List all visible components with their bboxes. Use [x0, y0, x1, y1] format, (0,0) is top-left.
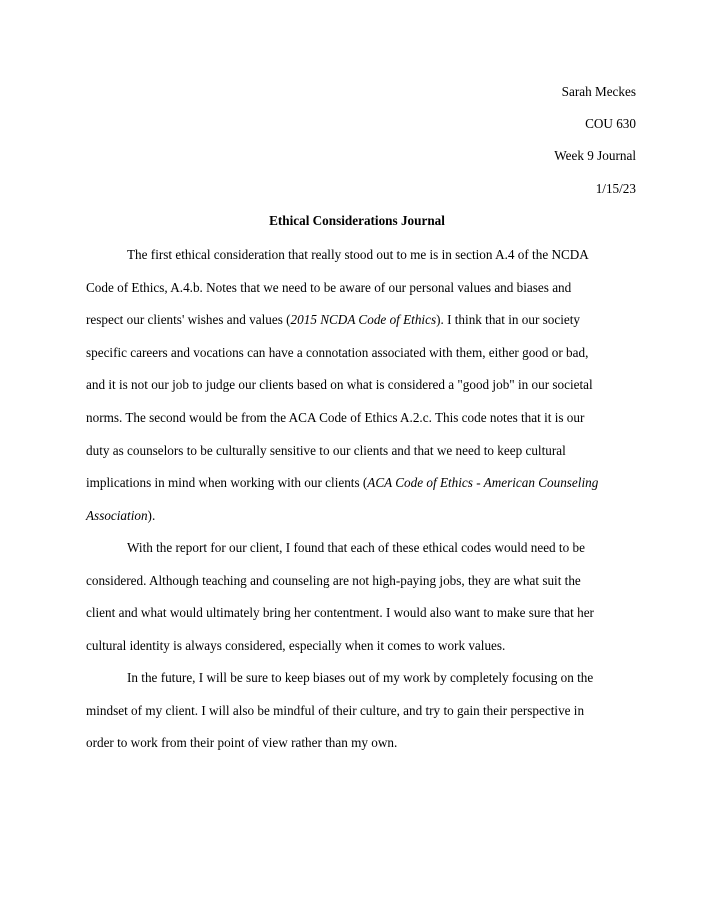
- author-name: Sarah Meckes: [561, 84, 636, 99]
- paragraph-3: [86, 662, 638, 760]
- paragraph-line: In the future, I will be sure to keep biases out of my work by completely focusing on the: [127, 670, 594, 685]
- text-segment: ).: [147, 507, 156, 523]
- paragraph-line: considered. Although teaching and counseling are not high-paying jobs, they are what suit the: [86, 572, 581, 588]
- paragraph-line: mindset of my client. I will also be mindful of their culture, and try to gain their perspective in: [86, 702, 585, 718]
- paragraph-line: [86, 500, 638, 533]
- course-code: COU 630: [585, 116, 636, 131]
- text-segment: implications in mind when working with our clients (: [86, 475, 368, 491]
- document-date: 1/15/23: [595, 181, 636, 196]
- paragraph-line: Code of Ethics, A.4.b. Notes that we need to be aware of our personal values and biases and: [86, 279, 572, 295]
- paragraph-2: [86, 532, 638, 662]
- paragraph-line: order to work from their point of view rather than my own.: [86, 735, 398, 751]
- paragraph-line: With the report for our client, I found that each of these ethical codes would need to be: [127, 540, 585, 555]
- paragraph-line: and it is not our job to judge our clients based on what is considered a "good job" in our societal: [86, 377, 593, 393]
- paragraph-line: [86, 304, 638, 337]
- assignment-name: Week 9 Journal: [554, 148, 636, 163]
- citation: 2015 NCDA Code of Ethics: [290, 312, 437, 328]
- paragraph-line: duty as counselors to be culturally sensitive to our clients and that we need to keep cultural: [86, 442, 566, 458]
- paragraph-line: [86, 467, 638, 500]
- text-segment: ). I think that in our society: [436, 312, 581, 328]
- paragraph-line: specific careers and vocations can have a connotation associated with them, either good or bad,: [86, 344, 589, 360]
- paragraph-line: The first ethical consideration that really stood out to me is in section A.4 of the NCDA: [127, 247, 589, 262]
- document-title: Ethical Considerations Journal: [269, 213, 445, 228]
- paragraph-1: [86, 239, 638, 532]
- text-segment: respect our clients' wishes and values (: [86, 312, 291, 328]
- paragraph-line: client and what would ultimately bring her contentment. I would also want to make sure that her: [86, 605, 594, 621]
- citation: ACA Code of Ethics - American Counseling: [367, 475, 599, 491]
- paragraph-line: cultural identity is always considered, especially when it comes to work values.: [86, 637, 506, 653]
- citation: Association: [86, 507, 148, 523]
- paragraph-line: norms. The second would be from the ACA Code of Ethics A.2.c. This code notes that it is our: [86, 409, 585, 425]
